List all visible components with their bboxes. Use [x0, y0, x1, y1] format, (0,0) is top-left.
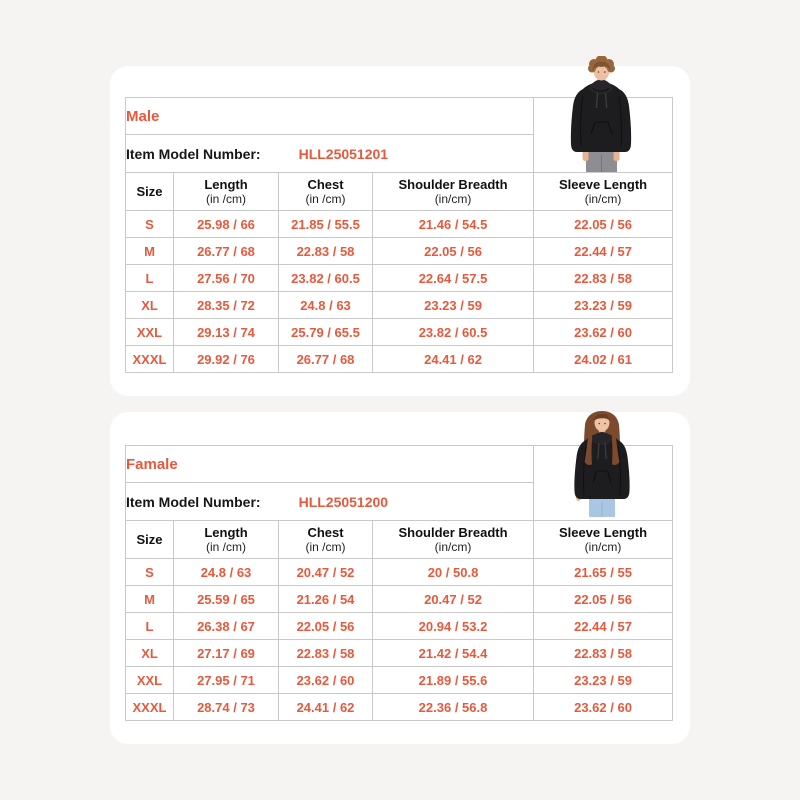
- size-cell: XL: [126, 640, 174, 667]
- chest-cell: 22.83 / 58: [279, 238, 373, 265]
- shoulder-breadth-cell: 20.47 / 52: [373, 586, 534, 613]
- shoulder-breadth-cell: 21.42 / 54.4: [373, 640, 534, 667]
- female-size-chart-card: [110, 412, 690, 744]
- table-title-row: [126, 446, 673, 483]
- column-header-size: Size: [126, 173, 174, 211]
- column-header-size: Size: [126, 521, 174, 559]
- table-row: [126, 640, 673, 667]
- length-cell: 25.59 / 65: [174, 586, 279, 613]
- table-row: [126, 238, 673, 265]
- item-model-number: HLL25051201: [298, 145, 389, 162]
- chest-cell: 26.77 / 68: [279, 346, 373, 373]
- model-photo-cell: [534, 98, 673, 173]
- shoulder-breadth-cell: 22.36 / 56.8: [373, 694, 534, 721]
- table-row: [126, 346, 673, 373]
- column-header-sleeve-length: Sleeve Length (in/cm): [534, 173, 673, 211]
- column-header-length: Length (in /cm): [174, 173, 279, 211]
- length-cell: 27.17 / 69: [174, 640, 279, 667]
- sleeve-length-cell: 22.05 / 56: [534, 586, 673, 613]
- size-cell: S: [126, 559, 174, 586]
- table-title-row: [126, 98, 673, 135]
- shoulder-breadth-cell: 20 / 50.8: [373, 559, 534, 586]
- sleeve-length-cell: 22.44 / 57: [534, 238, 673, 265]
- size-cell: M: [126, 238, 174, 265]
- shoulder-breadth-cell: 23.82 / 60.5: [373, 319, 534, 346]
- length-cell: 28.74 / 73: [174, 694, 279, 721]
- column-header-row: [126, 521, 673, 559]
- chest-cell: 23.62 / 60: [279, 667, 373, 694]
- column-header-length: Length (in /cm): [174, 521, 279, 559]
- male-size-table: [125, 97, 673, 373]
- length-cell: 26.77 / 68: [174, 238, 279, 265]
- shoulder-breadth-cell: 22.05 / 56: [373, 238, 534, 265]
- column-header-row: [126, 173, 673, 211]
- shoulder-breadth-cell: 24.41 / 62: [373, 346, 534, 373]
- length-cell: 25.98 / 66: [174, 211, 279, 238]
- sleeve-length-cell: 23.23 / 59: [534, 667, 673, 694]
- chest-cell: 21.85 / 55.5: [279, 211, 373, 238]
- length-cell: 29.92 / 76: [174, 346, 279, 373]
- sleeve-length-cell: 22.44 / 57: [534, 613, 673, 640]
- length-cell: 29.13 / 74: [174, 319, 279, 346]
- shoulder-breadth-cell: 21.89 / 55.6: [373, 667, 534, 694]
- sleeve-length-cell: 22.05 / 56: [534, 211, 673, 238]
- column-header-chest: Chest (in /cm): [279, 173, 373, 211]
- sleeve-length-cell: 22.83 / 58: [534, 265, 673, 292]
- table-row: [126, 586, 673, 613]
- chest-cell: 21.26 / 54: [279, 586, 373, 613]
- size-cell: S: [126, 211, 174, 238]
- shoulder-breadth-cell: 22.64 / 57.5: [373, 265, 534, 292]
- size-cell: XXXL: [126, 346, 174, 373]
- length-cell: 24.8 / 63: [174, 559, 279, 586]
- size-cell: XXL: [126, 667, 174, 694]
- item-model-label: Item Model Number:: [126, 145, 261, 162]
- size-cell: XXL: [126, 319, 174, 346]
- shoulder-breadth-cell: 21.46 / 54.5: [373, 211, 534, 238]
- sleeve-length-cell: 23.62 / 60: [534, 694, 673, 721]
- chest-cell: 24.41 / 62: [279, 694, 373, 721]
- size-cell: M: [126, 586, 174, 613]
- table-row: [126, 292, 673, 319]
- length-cell: 26.38 / 67: [174, 613, 279, 640]
- chest-cell: 20.47 / 52: [279, 559, 373, 586]
- sleeve-length-cell: 23.62 / 60: [534, 319, 673, 346]
- size-cell: L: [126, 613, 174, 640]
- chest-cell: 22.05 / 56: [279, 613, 373, 640]
- table-row: [126, 211, 673, 238]
- column-header-shoulder-breadth: Shoulder Breadth (in/cm): [373, 173, 534, 211]
- table-row: [126, 559, 673, 586]
- table-row: [126, 667, 673, 694]
- length-cell: 27.56 / 70: [174, 265, 279, 292]
- chest-cell: 22.83 / 58: [279, 640, 373, 667]
- size-cell: XXXL: [126, 694, 174, 721]
- sleeve-length-cell: 23.23 / 59: [534, 292, 673, 319]
- gender-label: Famale: [126, 446, 534, 483]
- model-photo-cell: [534, 446, 673, 521]
- column-header-chest: Chest (in /cm): [279, 521, 373, 559]
- shoulder-breadth-cell: 23.23 / 59: [373, 292, 534, 319]
- male-size-chart-card: [110, 66, 690, 396]
- table-row: [126, 319, 673, 346]
- size-cell: XL: [126, 292, 174, 319]
- chest-cell: 25.79 / 65.5: [279, 319, 373, 346]
- chest-cell: 23.82 / 60.5: [279, 265, 373, 292]
- size-cell: L: [126, 265, 174, 292]
- sleeve-length-cell: 21.65 / 55: [534, 559, 673, 586]
- length-cell: 28.35 / 72: [174, 292, 279, 319]
- chest-cell: 24.8 / 63: [279, 292, 373, 319]
- item-model-label: Item Model Number:: [126, 493, 261, 510]
- table-row: [126, 694, 673, 721]
- column-header-sleeve-length: Sleeve Length (in/cm): [534, 521, 673, 559]
- item-model-number: HLL25051200: [298, 493, 389, 510]
- shoulder-breadth-cell: 20.94 / 53.2: [373, 613, 534, 640]
- female-size-table: [125, 445, 673, 721]
- sleeve-length-cell: 22.83 / 58: [534, 640, 673, 667]
- table-row: [126, 613, 673, 640]
- length-cell: 27.95 / 71: [174, 667, 279, 694]
- sleeve-length-cell: 24.02 / 61: [534, 346, 673, 373]
- column-header-shoulder-breadth: Shoulder Breadth (in/cm): [373, 521, 534, 559]
- table-row: [126, 265, 673, 292]
- gender-label: Male: [126, 98, 534, 135]
